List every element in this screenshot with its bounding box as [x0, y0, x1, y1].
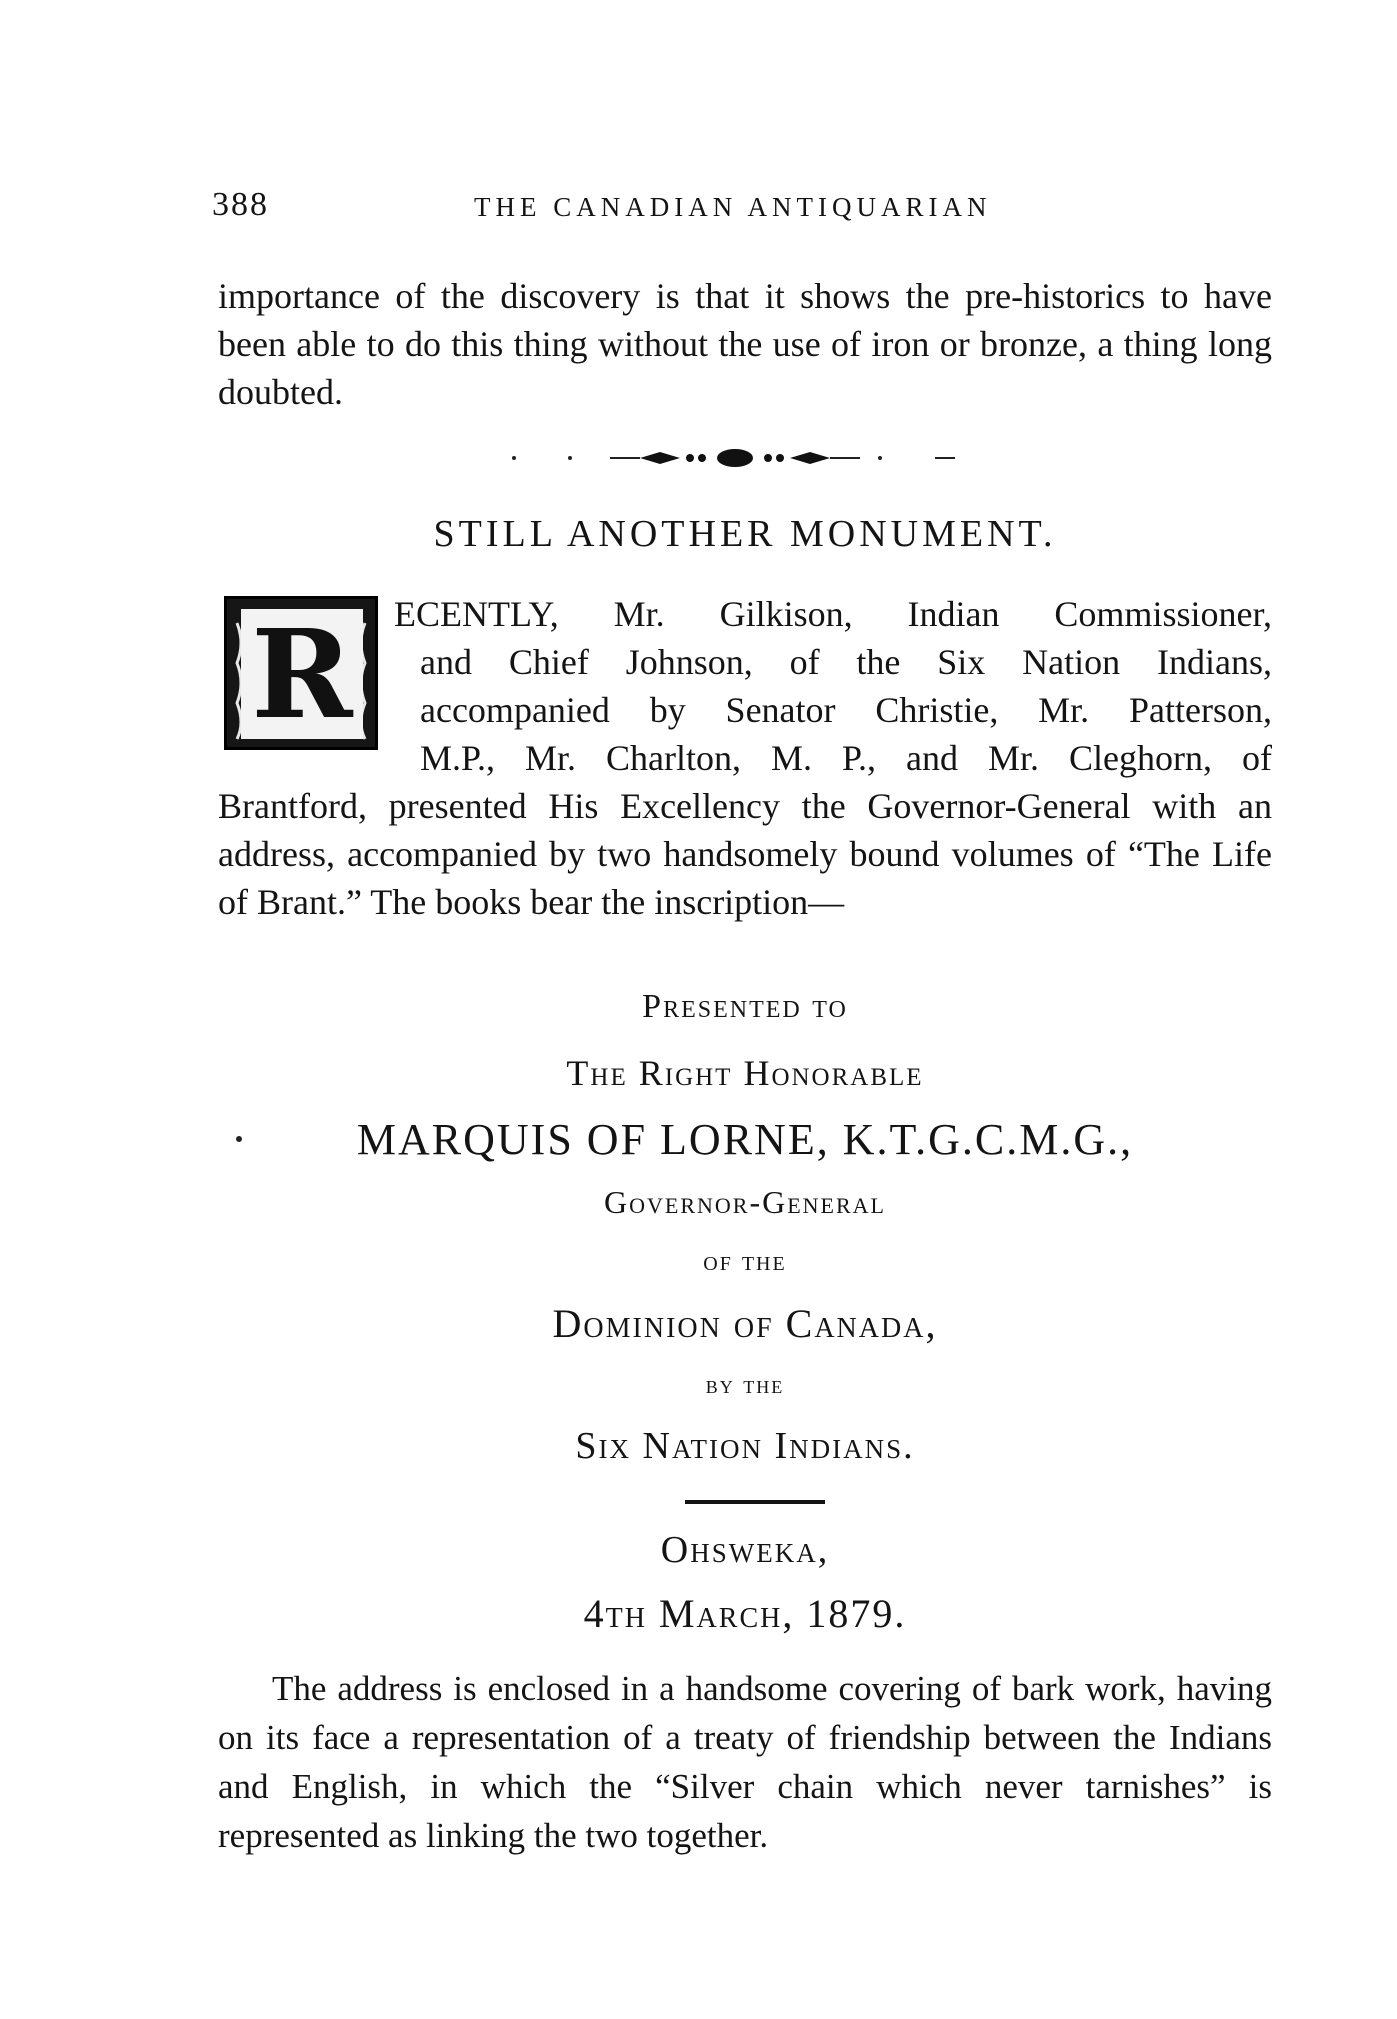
lead-line: M.P., Mr. Charlton, M. P., and Mr. Cleghorn, of: [420, 738, 1272, 778]
inscription-line: The Right Honorable: [566, 1053, 924, 1093]
inscription-line: Presented to: [642, 988, 848, 1025]
page-number: 388: [212, 186, 269, 223]
lead-line: and Chief Johnson, of the Six Nation Indians,: [420, 642, 1272, 682]
running-head: [212, 186, 1272, 226]
running-title: THE CANADIAN ANTIQUARIAN: [474, 192, 992, 222]
inscription-rule: [685, 1500, 825, 1504]
inscription-line: Governor-General: [604, 1184, 886, 1220]
inscription-place: Ohsweka,: [660, 1529, 830, 1571]
closing-paragraph: The address is enclosed in a handsome covering of bark work, having on its face a representation of a treaty of friendship between the Indians and English, in which the “Silver chain which never tarnishes” is represented as linking the two together.: [218, 1669, 1272, 1855]
decorative-drop-cap: [224, 596, 378, 750]
inscription-line: by the: [705, 1370, 785, 1399]
continuation-paragraph: importance of the discovery is that it shows the pre-historics to have been able to do this thing without the use of iron or bronze, a thing long doubted.: [218, 276, 1272, 412]
inscription-date: 4th March, 1879.: [583, 1591, 907, 1636]
inscription-line: Six Nation Indians.: [575, 1425, 915, 1467]
section-body-paragraph: Brantford, presented His Excellency the Governor-General with an address, accompanied by two handsomely bound volumes of “The Life of Brant.” The books bear the inscription—: [218, 786, 1272, 922]
inscription-honoree: MARQUIS OF LORNE, K.T.G.C.M.G.,: [356, 1115, 1134, 1164]
section-title: STILL ANOTHER MONUMENT.: [433, 513, 1057, 555]
inscription-line: of the: [703, 1246, 787, 1277]
drop-cap-letter: R: [241, 609, 363, 739]
lead-line: accompanied by Senator Christie, Mr. Patterson,: [420, 690, 1272, 730]
inscription-line: Dominion of Canada,: [552, 1301, 938, 1346]
lead-line: ECENTLY, Mr. Gilkison, Indian Commissioner,: [394, 594, 1272, 634]
section-divider-ornament: [510, 446, 960, 470]
